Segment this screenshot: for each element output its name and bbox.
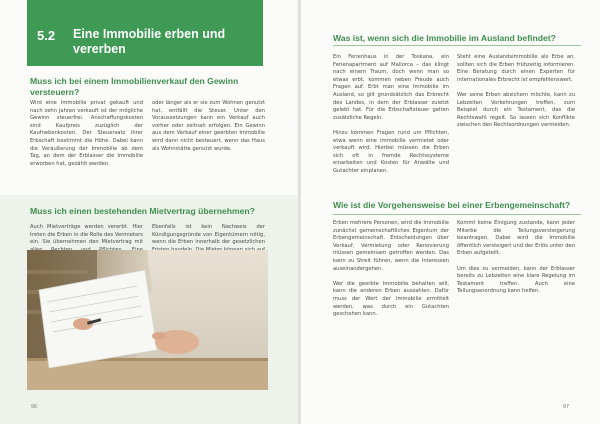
- text-column-3: Auch Mietverträge werden vererbt. Hier treten die Erben in die Rolle des Vermieters ein. Sie übernehmen den Mietvertrag mit: [30, 224, 143, 246]
- section-heading-ausland: Was ist, wenn sich die Immobilie im Ausland befindet?: [333, 33, 556, 43]
- chapter-title: Eine Immobilie erben und vererben: [73, 27, 226, 56]
- section-heading-gewinn: Muss ich bei einem Immobilienverkauf den Gewinn versteuern?: [30, 76, 239, 97]
- page-number-right: 97: [563, 404, 570, 410]
- text-column-6: Steht eine Auslandsimmobilie als Erbe an, sollten sich die Erben frühzeitig informieren. Eine Beratung durch einen Experten für internationales Erbrecht ist empfehlenswert. Wer seine Erben absichern möchte, kann zu Lebzeiten Vorkehrungen treffen, zum Beispiel durch ein Testament, das die Rechtswahl regelt. So lassen sich Konflikte zwischen den Rechtsordnungen vermeiden.: [457, 54, 575, 129]
- photo-person-reading-document: [27, 250, 268, 390]
- text-column-8: Kommt keine Einigung zustande, kann jeder Miterbe die Teilungsversteigerung beantragen. Dabei wird die Immobilie öffentlich versteigert und der Erlös unter den Erben aufgeteilt. Um dies zu vermeiden, kann der Erblasser bereits zu Lebzeiten eine klare Regelung im Testament treffen. Auch eine Teilungsanordnung kann helfen.: [457, 220, 575, 295]
- section-heading-erbengemeinschaft: Wie ist die Vorgehensweise bei einer Erbengemeinschaft?: [333, 200, 571, 210]
- right-page: [301, 0, 600, 424]
- text-column-2: oder länger als er sie zum Wohnen genutzt hat, entfällt die Steuer. Unter den Voraussetzungen kann ein Verkauf auch vorher oder zeitnah erfolgen. Ein Gewinn aus dem Verkauf einer geerbten Immobilie wird dann nicht besteuert, wenn das Haus als Wohnstätte genutzt wurde.: [152, 100, 265, 152]
- page-number-left: 96: [31, 404, 38, 410]
- text-column-5: Ein Ferienhaus in der Toskana, ein Ferienapartment auf Mallorca – das klingt nach einem Traum, doch wenn man so etwas erbt, kommen neben Freude auch Fragen auf. Erbt man eine Immobilie im Ausland, so gilt grundsätzlich das Erbrecht des Landes, in dem der Erblasser zuletzt gelebt hat. Für die Erbschaftsteuer gelten zusätzliche Regeln. Hinzu kommen Fragen rund um Pflichten, etwa wenn eine Immobilie vermietet oder verkauft wird. Hierbei müssen die Erben sich oft in fremde Rechtssysteme einarbeiten und Kosten für Anwälte und Gutachter einplanen.: [333, 54, 449, 174]
- text-column-4: Ebenfalls ist kein Nachweis der Kündigungsgründe von Eigentümern nötig, wenn die Erben innerhalb der gesetzlichen: [152, 224, 265, 246]
- chapter-number: 5.2: [37, 28, 56, 43]
- text-column-7: Erben mehrere Personen, wird die Immobilie zunächst gemeinschaftliches Eigentum der Erbengemeinschaft. Entscheidungen über Verkauf, Vermietung oder Renovierung müssen gemeinsam getroffen werden. Das kann zu Streit führen, wenn die Interessen auseinandergehen. Wer die geerbte Immobilie behalten will, kann die anderen Erben auszahlen. Dafür muss der Wert der Immobilie ermittelt werden, was durch ein Gutachten geschehen kann.: [333, 220, 449, 318]
- left-page: [0, 0, 299, 424]
- heading-rule-2: [333, 214, 581, 215]
- heading-rule-1: [333, 45, 581, 46]
- text-column-1: Wird eine Immobilie privat gekauft und nach zehn Jahren verkauft ist der mögliche Gewinn steuerfrei. Anschaffungskosten sind Kaufpreis zuzüglich der Kaufnebenkosten. Der Steuersatz ihrer Erbschaft bestimmt die Höhe. Dabei kann die Veräußerung der Immobilie ab dem Tag, an dem der Erblasser die Immobilie erworben hat, gezählt werden.: [30, 100, 143, 167]
- section-heading-mietvertrag: Muss ich einen bestehenden Mietvertrag übernehmen?: [30, 206, 255, 216]
- chapter-header-box: [27, 0, 263, 66]
